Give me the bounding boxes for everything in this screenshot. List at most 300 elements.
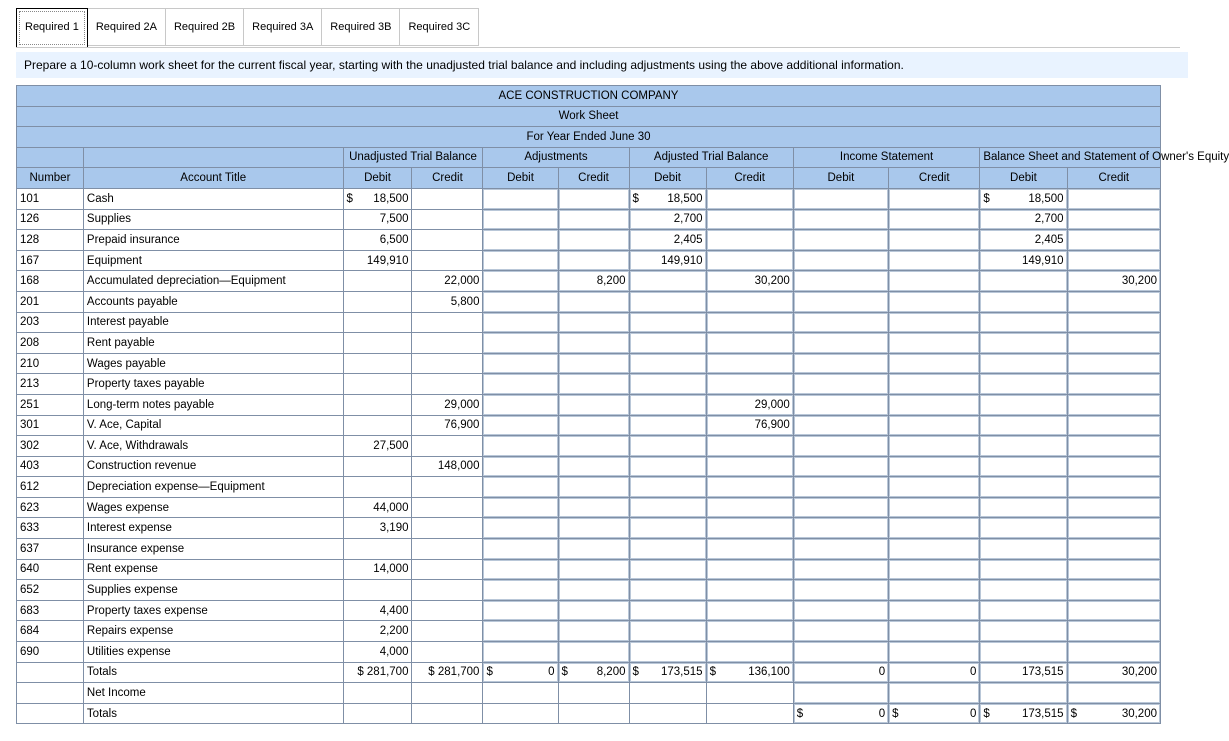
adjtb-debit-cell[interactable] [629, 621, 706, 642]
is-credit-total[interactable]: 0 [889, 662, 980, 683]
is-debit-cell[interactable] [793, 394, 888, 415]
is-debit-cell[interactable] [793, 250, 888, 271]
bs-credit-cell[interactable] [1067, 209, 1160, 230]
bs-debit-cell[interactable] [980, 271, 1067, 292]
amount-value: 18,500 [1028, 192, 1064, 205]
bs-debit-cell[interactable] [980, 312, 1067, 333]
adjtb-credit-cell[interactable] [706, 456, 793, 477]
is-credit-cell[interactable] [889, 621, 980, 642]
is-credit-final-total[interactable]: $ 0 [889, 703, 980, 724]
account-title: Accumulated depreciation—Equipment [83, 271, 343, 292]
totals-row [17, 662, 1161, 683]
adj-credit-cell[interactable] [558, 209, 629, 230]
adjtb-credit-cell[interactable] [706, 518, 793, 539]
is-credit-cell[interactable] [889, 188, 980, 209]
adjtb-debit-cell[interactable] [629, 642, 706, 663]
bs-credit-cell[interactable] [1067, 415, 1160, 436]
amount-value: 149,910 [1021, 254, 1064, 267]
table-row [17, 230, 1161, 251]
adj-debit-cell[interactable] [483, 456, 558, 477]
account-number: 208 [17, 333, 84, 354]
unadj-credit-cell [412, 394, 483, 415]
is-debit-cell[interactable] [793, 559, 888, 580]
table-row [17, 621, 1161, 642]
bs-debit-cell[interactable] [980, 394, 1067, 415]
is-debit-cell[interactable] [793, 539, 888, 560]
tab-required-3c[interactable]: Required 3C [400, 8, 479, 46]
adjtb-credit-cell[interactable] [706, 394, 793, 415]
is-debit-cell[interactable] [793, 621, 888, 642]
table-row [17, 291, 1161, 312]
is-credit-cell[interactable] [889, 209, 980, 230]
adj-credit-cell[interactable] [558, 600, 629, 621]
unadj-debit-cell [343, 230, 412, 251]
unadj-credit-cell [412, 291, 483, 312]
adjtb-debit-cell[interactable] [629, 518, 706, 539]
bs-debit-cell[interactable] [980, 642, 1067, 663]
adjtb-credit-cell[interactable] [706, 497, 793, 518]
adj-credit-cell[interactable] [558, 415, 629, 436]
unadj-debit-cell [343, 312, 412, 333]
account-number: 210 [17, 353, 84, 374]
bs-debit-cell[interactable] [980, 621, 1067, 642]
is-credit-cell[interactable] [889, 312, 980, 333]
adj-credit-cell[interactable] [558, 312, 629, 333]
adjtb-credit-cell[interactable] [706, 312, 793, 333]
adj-debit-cell[interactable] [483, 497, 558, 518]
is-debit-cell[interactable] [793, 580, 888, 601]
is-credit-cell[interactable] [889, 374, 980, 395]
amount-value: 149,910 [660, 254, 703, 267]
bs-debit-cell[interactable] [980, 518, 1067, 539]
adjtb-debit-cell[interactable] [629, 291, 706, 312]
adj-debit-cell[interactable] [483, 374, 558, 395]
bs-debit-cell[interactable] [980, 291, 1067, 312]
adjtb-credit-cell[interactable] [706, 621, 793, 642]
adj-credit-cell[interactable] [558, 580, 629, 601]
adjtb-credit-total[interactable]: $ 136,100 [706, 662, 793, 683]
adjtb-debit-cell[interactable] [629, 497, 706, 518]
unadj-debit-cell [343, 415, 412, 436]
unadj-credit-cell [412, 271, 483, 292]
adj-credit-cell[interactable] [558, 291, 629, 312]
table-row [17, 518, 1161, 539]
bs-debit-cell[interactable] [980, 477, 1067, 498]
bs-credit-cell[interactable] [1067, 374, 1160, 395]
tab-required-3b[interactable]: Required 3B [322, 8, 400, 46]
adjtb-debit-cell[interactable] [629, 600, 706, 621]
adjtb-debit-cell[interactable] [629, 415, 706, 436]
tab-required-2a[interactable]: Required 2A [88, 8, 166, 46]
table-row [17, 436, 1161, 457]
adj-debit-cell[interactable] [483, 271, 558, 292]
bs-credit-cell[interactable] [1067, 642, 1160, 663]
is-credit-cell[interactable] [889, 600, 980, 621]
is-debit-cell[interactable] [793, 436, 888, 457]
bs-credit-cell[interactable] [1067, 312, 1160, 333]
bs-credit-cell[interactable] [1067, 230, 1160, 251]
adjtb-credit-cell[interactable] [706, 250, 793, 271]
adj-credit-total[interactable]: $ 8,200 [558, 662, 629, 683]
bs-debit-cell[interactable] [980, 209, 1067, 230]
company-name: ACE CONSTRUCTION COMPANY [17, 86, 1161, 107]
tab-required-1[interactable]: Required 1 [16, 8, 88, 48]
bs-debit-net-income[interactable] [980, 683, 1067, 704]
unadj-credit-cell [412, 621, 483, 642]
cell [558, 683, 629, 704]
bs-debit-cell[interactable] [980, 436, 1067, 457]
amount-value: 2,405 [1034, 233, 1064, 246]
bs-credit-cell[interactable] [1067, 188, 1160, 209]
unadj-debit-cell [343, 559, 412, 580]
table-row [17, 539, 1161, 560]
bs-debit-cell[interactable] [980, 456, 1067, 477]
col-credit: Credit [889, 168, 980, 189]
adjtb-credit-cell[interactable] [706, 209, 793, 230]
adj-debit-cell[interactable] [483, 642, 558, 663]
is-credit-cell[interactable] [889, 580, 980, 601]
adj-debit-cell[interactable] [483, 518, 558, 539]
adj-debit-cell[interactable] [483, 477, 558, 498]
amount-value: 14,000 [373, 563, 409, 576]
cell [412, 683, 483, 704]
unadj-credit-cell [412, 600, 483, 621]
account-title: Cash [83, 188, 343, 209]
adjtb-credit-cell[interactable] [706, 415, 793, 436]
is-credit-net-income[interactable] [889, 683, 980, 704]
col-credit: Credit [558, 168, 629, 189]
adjtb-debit-cell[interactable] [629, 271, 706, 292]
account-title: Equipment [83, 250, 343, 271]
col-debit: Debit [343, 168, 412, 189]
bs-credit-cell[interactable] [1067, 291, 1160, 312]
unadj-debit-cell [343, 271, 412, 292]
bs-credit-cell[interactable] [1067, 394, 1160, 415]
adj-debit-cell[interactable] [483, 250, 558, 271]
account-title: Property taxes expense [83, 600, 343, 621]
col-credit: Credit [412, 168, 483, 189]
adj-debit-cell[interactable] [483, 209, 558, 230]
table-row [17, 600, 1161, 621]
adj-debit-cell[interactable] [483, 436, 558, 457]
adjtb-credit-cell[interactable] [706, 477, 793, 498]
bs-debit-cell[interactable] [980, 559, 1067, 580]
adj-credit-cell[interactable] [558, 374, 629, 395]
adj-debit-cell[interactable] [483, 353, 558, 374]
adjtb-credit-cell[interactable] [706, 230, 793, 251]
amount-value: 8,200 [596, 275, 626, 288]
row-number [17, 662, 84, 683]
adj-credit-cell[interactable] [558, 436, 629, 457]
adj-debit-cell[interactable] [483, 539, 558, 560]
bs-debit-cell[interactable] [980, 580, 1067, 601]
account-title: Insurance expense [83, 539, 343, 560]
adjtb-debit-cell[interactable] [629, 580, 706, 601]
adjtb-debit-cell[interactable] [629, 456, 706, 477]
final-totals-label: Totals [83, 703, 343, 724]
bs-credit-cell[interactable] [1067, 580, 1160, 601]
adj-credit-cell[interactable] [558, 333, 629, 354]
adjtb-credit-cell[interactable] [706, 642, 793, 663]
is-credit-cell[interactable] [889, 353, 980, 374]
adjtb-debit-cell[interactable] [629, 477, 706, 498]
is-credit-cell[interactable] [889, 333, 980, 354]
table-row [17, 394, 1161, 415]
adjtb-debit-cell[interactable] [629, 230, 706, 251]
adjtb-debit-cell[interactable] [629, 353, 706, 374]
adjtb-credit-cell[interactable] [706, 436, 793, 457]
bs-credit-cell[interactable] [1067, 456, 1160, 477]
is-debit-cell[interactable] [793, 456, 888, 477]
bs-debit-cell[interactable] [980, 600, 1067, 621]
table-row [17, 353, 1161, 374]
bs-credit-cell[interactable] [1067, 559, 1160, 580]
table-row [17, 456, 1161, 477]
adj-debit-cell[interactable] [483, 580, 558, 601]
adjtb-credit-cell[interactable] [706, 188, 793, 209]
table-row [17, 209, 1161, 230]
adjtb-credit-cell[interactable] [706, 559, 793, 580]
col-debit: Debit [483, 168, 558, 189]
unadj-debit-cell [343, 642, 412, 663]
adj-credit-cell[interactable] [558, 477, 629, 498]
adjtb-debit-cell[interactable] [629, 394, 706, 415]
adj-credit-cell[interactable] [558, 188, 629, 209]
is-debit-cell[interactable] [793, 271, 888, 292]
is-credit-cell[interactable] [889, 518, 980, 539]
adjtb-debit-cell[interactable] [629, 559, 706, 580]
bs-credit-cell[interactable] [1067, 477, 1160, 498]
is-debit-cell[interactable] [793, 209, 888, 230]
bs-credit-cell[interactable] [1067, 518, 1160, 539]
is-debit-net-income[interactable] [793, 683, 888, 704]
is-debit-cell[interactable] [793, 291, 888, 312]
adj-credit-cell[interactable] [558, 642, 629, 663]
table-row [17, 374, 1161, 395]
bs-credit-cell[interactable] [1067, 250, 1160, 271]
is-credit-cell[interactable] [889, 415, 980, 436]
account-number: 301 [17, 415, 84, 436]
adj-debit-cell[interactable] [483, 600, 558, 621]
adjtb-debit-cell[interactable] [629, 436, 706, 457]
bs-debit-cell[interactable] [980, 497, 1067, 518]
dollar-sign: $ [983, 192, 990, 205]
bs-credit-cell[interactable] [1067, 621, 1160, 642]
table-row [17, 271, 1161, 292]
is-debit-cell[interactable] [793, 374, 888, 395]
unadj-credit-cell [412, 497, 483, 518]
adjtb-credit-cell[interactable] [706, 271, 793, 292]
adj-credit-cell[interactable] [558, 497, 629, 518]
bs-credit-cell[interactable] [1067, 497, 1160, 518]
amount-value: 148,000 [437, 460, 480, 473]
table-row [17, 477, 1161, 498]
adj-debit-cell[interactable] [483, 394, 558, 415]
bs-credit-cell[interactable] [1067, 600, 1160, 621]
account-number: 683 [17, 600, 84, 621]
bs-credit-net-income[interactable] [1067, 683, 1160, 704]
cell [629, 703, 706, 724]
bs-debit-cell[interactable] [980, 415, 1067, 436]
account-title: Prepaid insurance [83, 230, 343, 251]
adjtb-credit-cell[interactable] [706, 353, 793, 374]
unadj-credit-cell [412, 312, 483, 333]
account-number: 637 [17, 539, 84, 560]
is-debit-cell[interactable] [793, 497, 888, 518]
bs-debit-cell[interactable] [980, 188, 1067, 209]
adj-debit-cell[interactable] [483, 621, 558, 642]
bs-debit-cell[interactable] [980, 250, 1067, 271]
table-row [17, 250, 1161, 271]
account-number: 126 [17, 209, 84, 230]
amount-value: 4,000 [379, 645, 409, 658]
worksheet-title: Work Sheet [17, 106, 1161, 127]
net-income-row [17, 683, 1161, 704]
is-debit-cell[interactable] [793, 518, 888, 539]
is-credit-cell[interactable] [889, 456, 980, 477]
account-number: 633 [17, 518, 84, 539]
account-number: 623 [17, 497, 84, 518]
is-credit-cell[interactable] [889, 642, 980, 663]
is-debit-cell[interactable] [793, 415, 888, 436]
is-credit-cell[interactable] [889, 250, 980, 271]
is-debit-cell[interactable] [793, 353, 888, 374]
adj-credit-cell[interactable] [558, 456, 629, 477]
bs-credit-cell[interactable] [1067, 271, 1160, 292]
bs-credit-cell[interactable] [1067, 333, 1160, 354]
adj-credit-cell[interactable] [558, 230, 629, 251]
adj-debit-total[interactable]: $ 0 [483, 662, 558, 683]
tab-required-3a[interactable]: Required 3A [244, 8, 322, 46]
adj-credit-cell[interactable] [558, 539, 629, 560]
amount-value: 2,405 [673, 233, 703, 246]
adj-credit-cell[interactable] [558, 621, 629, 642]
is-credit-cell[interactable] [889, 497, 980, 518]
account-number: 690 [17, 642, 84, 663]
bs-debit-cell[interactable] [980, 374, 1067, 395]
adj-debit-cell[interactable] [483, 312, 558, 333]
cell [343, 683, 412, 704]
is-debit-final-total[interactable]: $ 0 [793, 703, 888, 724]
is-debit-cell[interactable] [793, 333, 888, 354]
adjtb-debit-cell[interactable] [629, 188, 706, 209]
adj-debit-cell[interactable] [483, 333, 558, 354]
account-number: 640 [17, 559, 84, 580]
is-debit-cell[interactable] [793, 312, 888, 333]
adjtb-debit-cell[interactable] [629, 209, 706, 230]
is-debit-cell[interactable] [793, 477, 888, 498]
is-debit-cell[interactable] [793, 188, 888, 209]
adjtb-credit-cell[interactable] [706, 580, 793, 601]
is-debit-total[interactable]: 0 [793, 662, 888, 683]
adj-debit-cell[interactable] [483, 415, 558, 436]
cell [483, 683, 558, 704]
is-credit-cell[interactable] [889, 291, 980, 312]
is-credit-cell[interactable] [889, 230, 980, 251]
adj-debit-cell[interactable] [483, 230, 558, 251]
adjtb-debit-cell[interactable] [629, 539, 706, 560]
amount-value: 2,700 [673, 213, 703, 226]
bs-credit-cell[interactable] [1067, 353, 1160, 374]
adj-credit-cell[interactable] [558, 250, 629, 271]
table-row [17, 580, 1161, 601]
bs-debit-cell[interactable] [980, 333, 1067, 354]
unadj-credit-cell [412, 456, 483, 477]
unadj-debit-cell [343, 477, 412, 498]
is-credit-cell[interactable] [889, 559, 980, 580]
unadj-credit-cell [412, 333, 483, 354]
amount-value: 44,000 [373, 501, 409, 514]
adj-credit-cell[interactable] [558, 518, 629, 539]
adj-debit-cell[interactable] [483, 559, 558, 580]
unadj-debit-cell [343, 374, 412, 395]
is-credit-cell[interactable] [889, 436, 980, 457]
adjtb-credit-cell[interactable] [706, 291, 793, 312]
is-credit-cell[interactable] [889, 477, 980, 498]
bs-credit-final-total[interactable]: $ 30,200 [1067, 703, 1160, 724]
adjtb-credit-cell[interactable] [706, 600, 793, 621]
adjtb-debit-cell[interactable] [629, 312, 706, 333]
worksheet-table [16, 85, 1229, 724]
adj-credit-cell[interactable] [558, 353, 629, 374]
bs-credit-total[interactable]: 30,200 [1067, 662, 1160, 683]
account-title: Long-term notes payable [83, 394, 343, 415]
bs-credit-cell[interactable] [1067, 539, 1160, 560]
adjtb-credit-cell[interactable] [706, 333, 793, 354]
adjtb-debit-total[interactable]: $ 173,515 [629, 662, 706, 683]
col-credit: Credit [706, 168, 793, 189]
cell [483, 703, 558, 724]
bs-debit-cell[interactable] [980, 539, 1067, 560]
is-credit-cell[interactable] [889, 539, 980, 560]
account-number: 128 [17, 230, 84, 251]
adjtb-credit-cell[interactable] [706, 374, 793, 395]
cell [412, 703, 483, 724]
cell [343, 703, 412, 724]
adj-debit-cell[interactable] [483, 291, 558, 312]
unadj-credit-total: $ 281,700 [412, 662, 483, 683]
adj-credit-cell[interactable] [558, 271, 629, 292]
tab-required-2b[interactable]: Required 2B [166, 8, 244, 46]
col-number: Number [17, 168, 84, 189]
adj-credit-cell[interactable] [558, 559, 629, 580]
is-credit-cell[interactable] [889, 394, 980, 415]
account-title: Accounts payable [83, 291, 343, 312]
amount-value: 22,000 [444, 275, 480, 288]
bs-debit-cell[interactable] [980, 230, 1067, 251]
account-number: 167 [17, 250, 84, 271]
is-debit-cell[interactable] [793, 642, 888, 663]
bs-debit-cell[interactable] [980, 353, 1067, 374]
adjtb-credit-cell[interactable] [706, 539, 793, 560]
bs-debit-final-total[interactable]: $ 173,515 [980, 703, 1067, 724]
amount-value: 76,900 [754, 419, 790, 432]
is-debit-cell[interactable] [793, 600, 888, 621]
group-adjusted: Adjusted Trial Balance [629, 147, 793, 168]
is-credit-cell[interactable] [889, 271, 980, 292]
adj-debit-cell[interactable] [483, 188, 558, 209]
adjtb-debit-cell[interactable] [629, 250, 706, 271]
account-number: 101 [17, 188, 84, 209]
adj-credit-cell[interactable] [558, 394, 629, 415]
net-income-label: Net Income [83, 683, 343, 704]
bs-debit-total[interactable]: 173,515 [980, 662, 1067, 683]
is-debit-cell[interactable] [793, 230, 888, 251]
account-title: V. Ace, Withdrawals [83, 436, 343, 457]
adjtb-debit-cell[interactable] [629, 374, 706, 395]
bs-credit-cell[interactable] [1067, 436, 1160, 457]
adjtb-debit-cell[interactable] [629, 333, 706, 354]
